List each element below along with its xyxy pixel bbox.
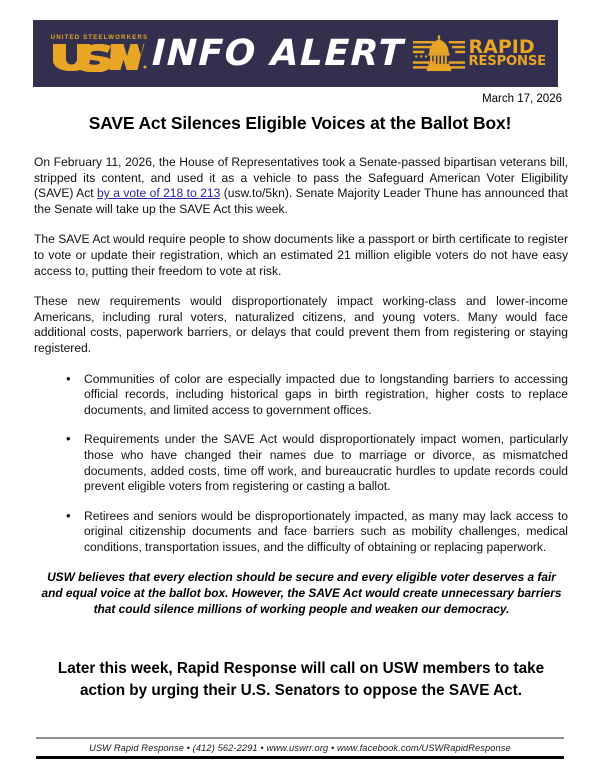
rapid-response-line2: RESPONSE (468, 54, 546, 70)
usw-logo (47, 35, 152, 72)
paragraph-2: The SAVE Act would require people to show documents like a passport or birth certificate to register to vote or update their registration, which an estimated 21 million eligible voters do not have easy access to, putting their freedom to vote at risk. (34, 232, 568, 278)
info-alert-header-banner (33, 20, 558, 87)
paragraph-1-before-link: On February 11, 2026, the House of Representatives took a Senate-passed bipartisan veterans bill, stripped its content, and used it as a vehicle to pass the Safeguard American Voter Eligibility (SAVE) Act (34, 155, 568, 201)
paragraph-1-after-link: (usw.to/5kn). Senate Majority Leader Thune has announced that the Senate will take up the SAVE Act this week. (34, 186, 569, 216)
list-item: • Communities of color are especially impacted due to longstanding barriers to accessing official records, including historical gaps in birth registration, higher costs to replace documents, and limited access to government offices. (66, 372, 568, 419)
capitol-dome-icon (413, 34, 465, 74)
footer-divider-bottom (36, 756, 564, 759)
banner-title: INFO ALERT (151, 32, 405, 74)
usw-position-statement: USW believes that every election should be secure and every eligible voter deserves a fair and equal voice at the ballot box. However, the SAVE Act would create unnecessary barriers that could silence millions of working people and weaken our democracy. (41, 570, 562, 616)
usw-wordmark-icon (51, 42, 147, 72)
list-item: • Retirees and seniors would be disproportionately impacted, as many may lack access to original citizenship documents and face barriers such as mobility challenges, medical conditions, transportation issues, and the difficulty of obtaining or replacing paperwork. (66, 509, 568, 556)
rapid-response-wordmark (468, 35, 546, 70)
rapid-response-line1: RAPID (468, 35, 535, 58)
call-to-action: Later this week, Rapid Response will call on USW members to take action by urging their U.S. Senators to oppose the SAVE Act. (57, 660, 545, 699)
impact-bullet-list (34, 372, 568, 556)
usw-logo-tagline: UNITED STEELWORKERS (50, 33, 149, 41)
paragraph-1 (34, 155, 568, 217)
list-item: • Requirements under the SAVE Act would disproportionately impact women, particularly those who have changed their names due to marriage or divorce, as mismatched documents, added costs, time off work, and bureaucratic hurdles to update records could prevent eligible voters from registering or casting a ballot. (66, 432, 568, 494)
footer-contact-line: USW Rapid Response • (412) 562-2291 • www.uswrr.org • www.facebook.com/USWRapidResponse (89, 743, 511, 753)
document-body (34, 155, 568, 569)
document-date: March 17, 2026 (482, 93, 562, 105)
rapid-response-logo (410, 34, 546, 74)
vote-tally-link[interactable]: by a vote of 218 to 213 (97, 186, 221, 201)
page-title: SAVE Act Silences Eligible Voices at the Ballot Box! (88, 113, 512, 133)
page-footer (36, 737, 564, 759)
paragraph-3: These new requirements would disproportionately impact working-class and lower-income Americans, including rural voters, naturalized citizens, and young voters. Many would face additional costs, paperwork barriers, or delays that could prevent them from registering or staying registered. (34, 294, 568, 355)
